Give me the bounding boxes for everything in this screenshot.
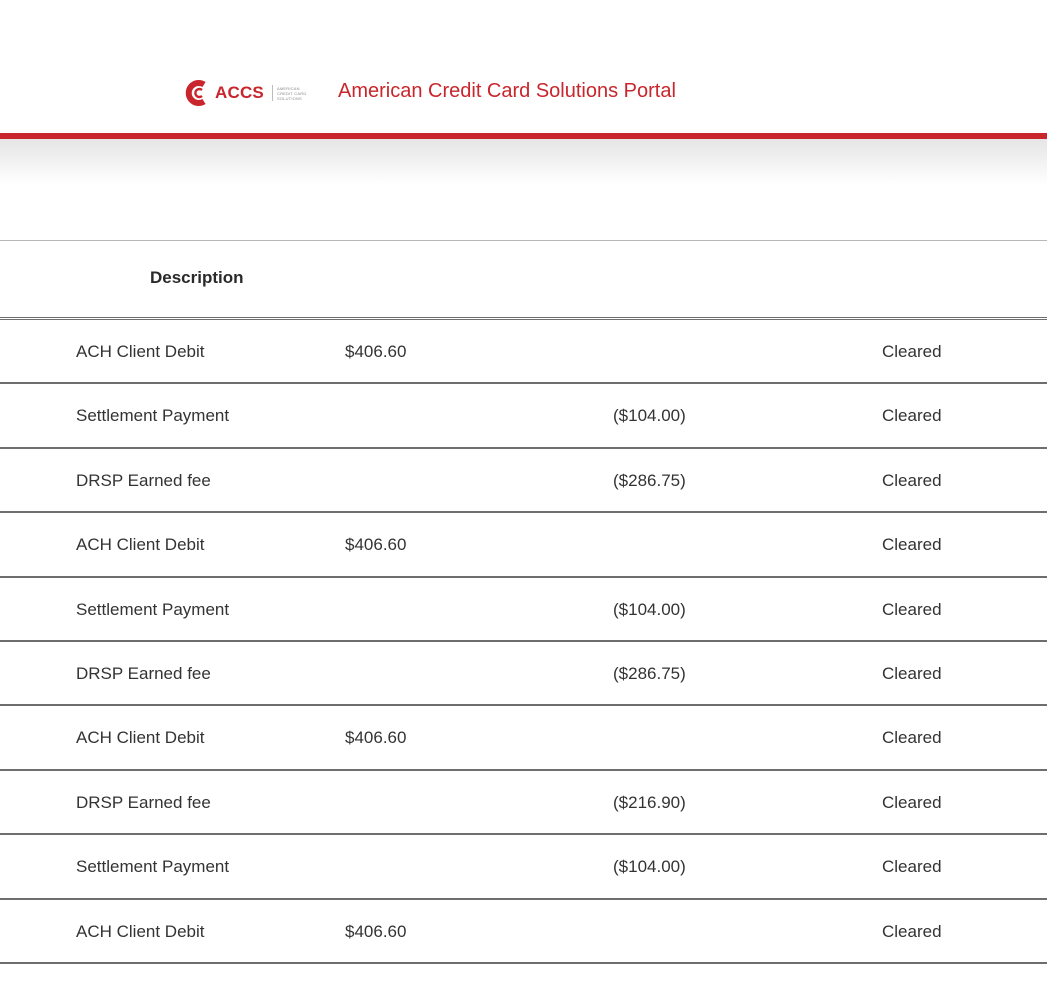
cell-debit: $406.60	[345, 728, 407, 748]
table-row[interactable]	[0, 900, 1047, 964]
cell-description: ACH Client Debit	[76, 728, 205, 748]
table-row[interactable]	[0, 706, 1047, 770]
cell-status: Cleared	[882, 857, 942, 877]
accs-logo-mark-icon	[185, 79, 209, 107]
accs-logo[interactable]	[185, 79, 306, 107]
table-row[interactable]	[0, 449, 1047, 513]
table-row[interactable]	[0, 835, 1047, 899]
cell-status: Cleared	[882, 342, 942, 361]
column-header-description[interactable]: Description	[150, 268, 244, 287]
cell-status: Cleared	[882, 663, 942, 683]
cell-description: DRSP Earned fee	[76, 792, 211, 812]
cell-credit: ($286.75)	[613, 470, 686, 490]
cell-credit: ($104.00)	[613, 857, 686, 877]
table-row[interactable]	[0, 771, 1047, 835]
cell-credit: ($104.00)	[613, 406, 686, 426]
site-header	[0, 0, 1047, 133]
cell-description: Settlement Payment	[76, 857, 230, 877]
cell-credit: ($216.90)	[613, 792, 686, 812]
cell-description: DRSP Earned fee	[76, 470, 211, 490]
cell-credit: ($286.75)	[613, 663, 686, 683]
cell-description: Settlement Payment	[76, 599, 230, 619]
logo-tagline-line: SOLUTIONS	[276, 95, 302, 101]
cell-status: Cleared	[882, 792, 942, 812]
table-row[interactable]	[0, 513, 1047, 577]
cell-description: ACH Client Debit	[76, 535, 205, 555]
table-row[interactable]	[0, 384, 1047, 448]
logo-wordmark: ACCS	[215, 83, 264, 102]
cell-credit: ($104.00)	[613, 599, 686, 619]
logo-tagline	[277, 86, 306, 101]
cell-status: Cleared	[882, 728, 942, 748]
cell-debit: $406.60	[345, 921, 407, 941]
cell-debit: $406.60	[345, 342, 407, 361]
logo-tagline-line: AMERICAN	[276, 85, 300, 91]
table-header-row	[0, 241, 1047, 320]
cell-status: Cleared	[882, 535, 942, 555]
cell-status: Cleared	[882, 921, 942, 941]
table-row[interactable]	[0, 578, 1047, 642]
table-row[interactable]	[0, 320, 1047, 384]
logo-tagline-line: CREDIT CARD	[276, 90, 307, 96]
logo-divider	[272, 85, 273, 101]
header-shadow	[0, 139, 1047, 185]
table-body	[0, 320, 1047, 964]
table-row[interactable]	[0, 642, 1047, 706]
cell-status: Cleared	[882, 470, 942, 490]
cell-description: ACH Client Debit	[76, 342, 205, 361]
cell-description: DRSP Earned fee	[76, 663, 211, 683]
portal-title: American Credit Card Solutions Portal	[338, 80, 676, 102]
transactions-table	[0, 240, 1047, 964]
cell-debit: $406.60	[345, 535, 407, 555]
cell-status: Cleared	[882, 599, 942, 619]
cell-description: ACH Client Debit	[76, 921, 205, 941]
cell-status: Cleared	[882, 406, 942, 426]
cell-description: Settlement Payment	[76, 406, 230, 426]
